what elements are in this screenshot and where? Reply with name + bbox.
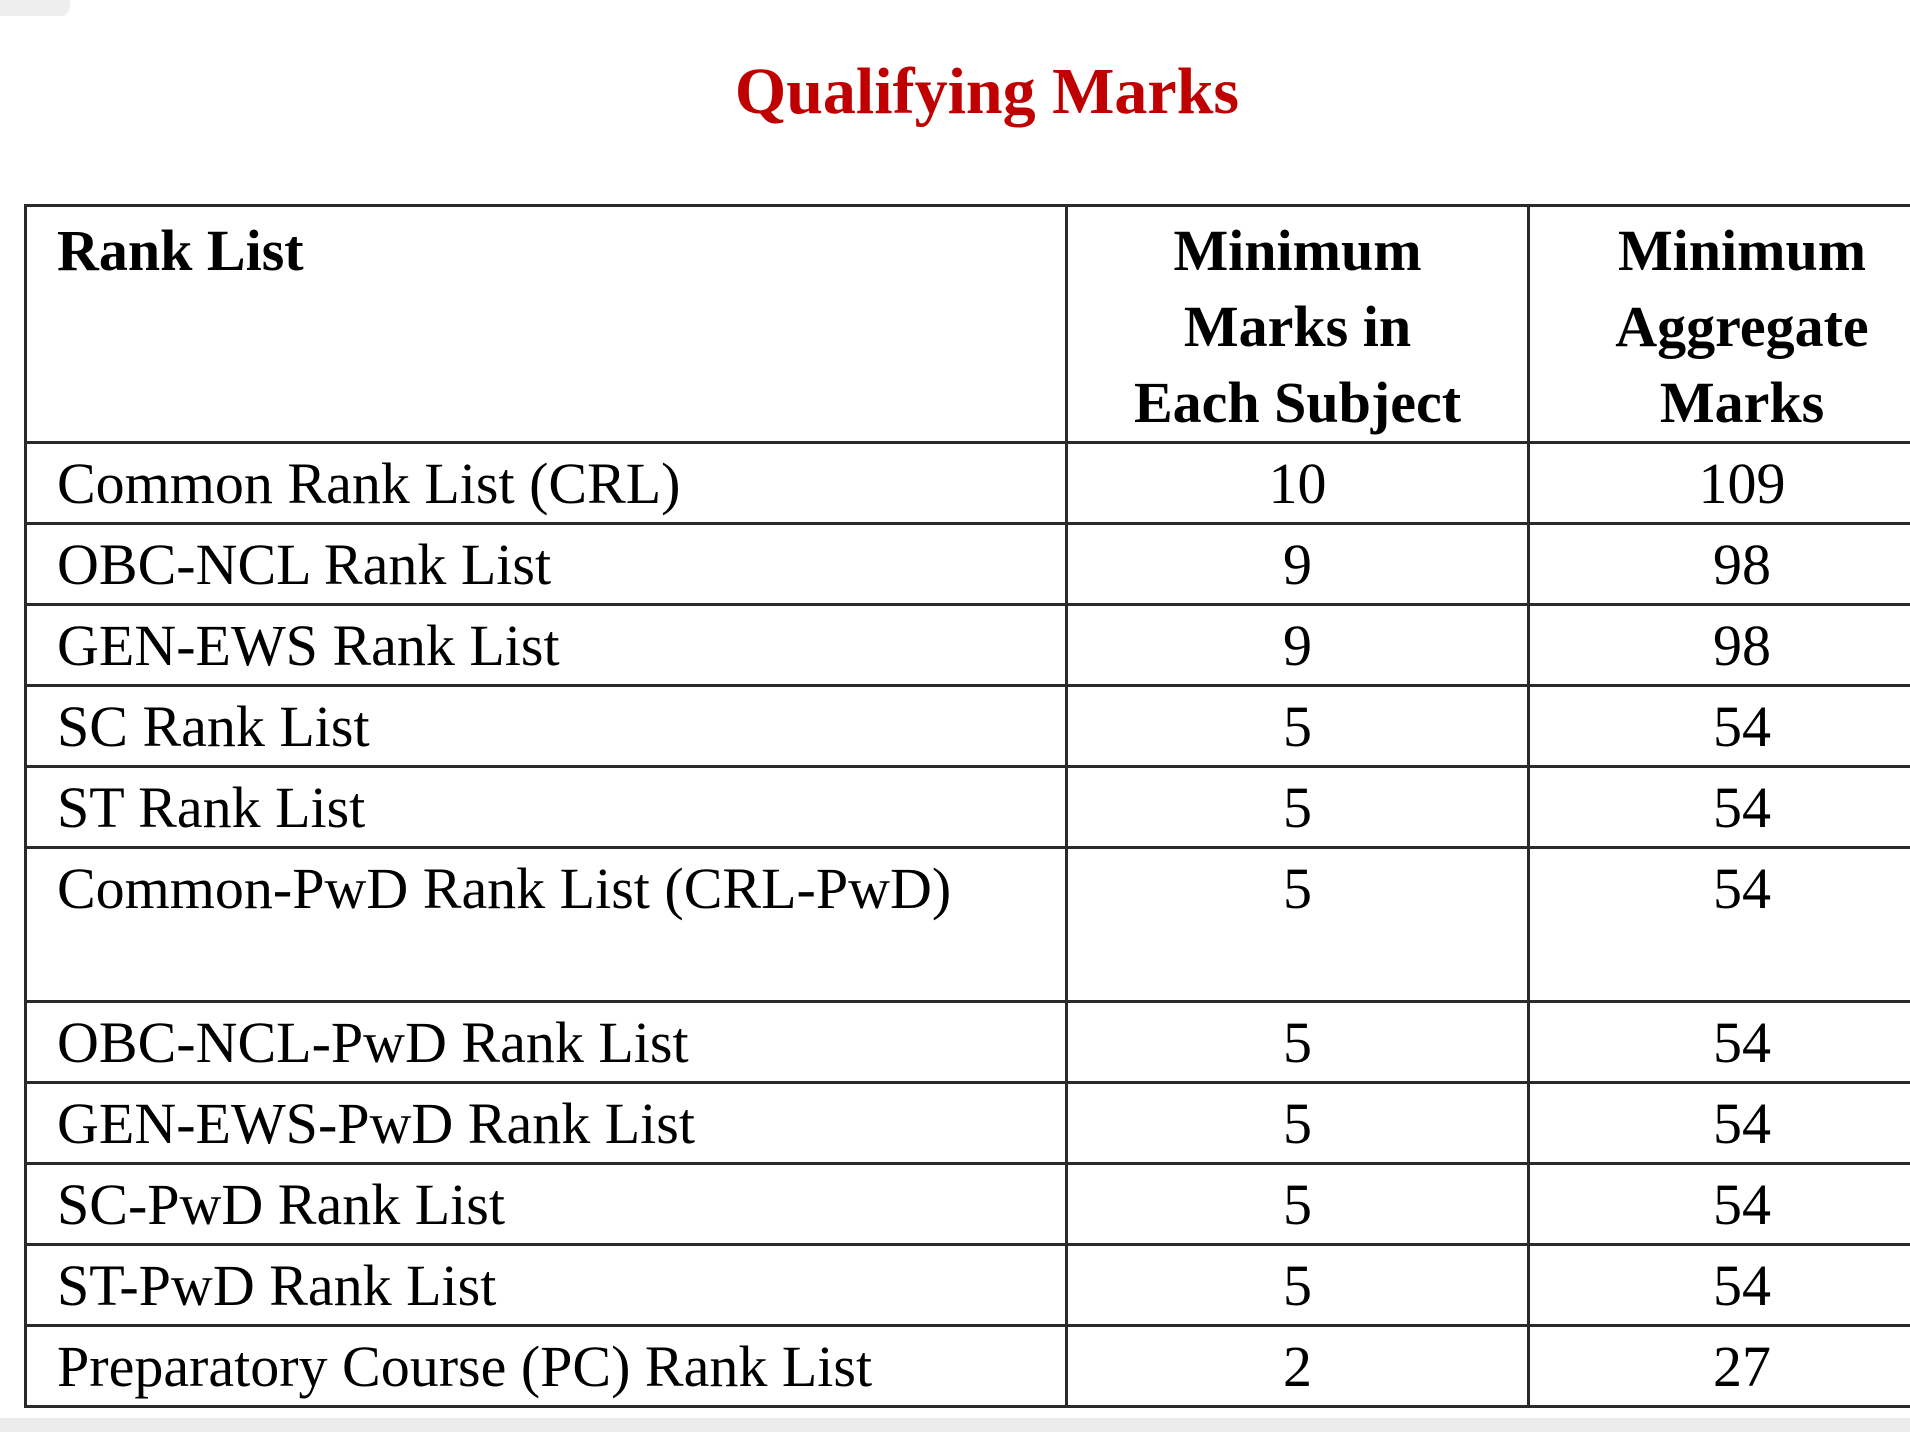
table-row (26, 605, 1910, 686)
cell-min-aggregate: 98 (1529, 524, 1910, 605)
cell-rank-list: ST-PwD Rank List (26, 1245, 1067, 1326)
cell-min-aggregate: 54 (1529, 686, 1910, 767)
cell-rank-list: OBC-NCL-PwD Rank List (26, 1002, 1067, 1083)
cell-min-aggregate: 54 (1529, 767, 1910, 848)
cell-min-aggregate: 54 (1529, 1083, 1910, 1164)
cell-min-each-subject: 5 (1067, 686, 1529, 767)
table-row (26, 767, 1910, 848)
header-min-aggregate (1529, 206, 1910, 443)
cell-min-aggregate: 54 (1529, 1245, 1910, 1326)
table-row (26, 686, 1910, 767)
header-min-aggregate-line: Minimum (1617, 218, 1867, 283)
header-rank-list: Rank List (26, 206, 1067, 443)
table-body (26, 443, 1910, 1407)
cell-min-aggregate: 54 (1529, 1002, 1910, 1083)
header-min-each-subject (1067, 206, 1529, 443)
table-row (26, 1083, 1910, 1164)
cell-rank-list: GEN-EWS-PwD Rank List (26, 1083, 1067, 1164)
cell-min-each-subject: 5 (1067, 1164, 1529, 1245)
header-min-each-subject-line: Minimum (1173, 218, 1422, 283)
cell-min-aggregate: 54 (1529, 1164, 1910, 1245)
cell-min-each-subject: 2 (1067, 1326, 1529, 1407)
cell-rank-list: SC-PwD Rank List (26, 1164, 1067, 1245)
header-row (26, 206, 1910, 443)
corner-tab (0, 0, 70, 16)
cell-min-each-subject: 5 (1067, 1245, 1529, 1326)
cell-rank-list: ST Rank List (26, 767, 1067, 848)
cell-rank-list: SC Rank List (26, 686, 1067, 767)
cell-min-each-subject: 9 (1067, 524, 1529, 605)
table-row (26, 1164, 1910, 1245)
cell-min-each-subject: 5 (1067, 1083, 1529, 1164)
cell-min-aggregate: 98 (1529, 605, 1910, 686)
table-row (26, 443, 1910, 524)
header-min-each-subject-line: Marks in (1183, 294, 1412, 359)
qualifying-marks-table (24, 204, 1910, 1408)
cell-min-each-subject: 5 (1067, 767, 1529, 848)
table-row (26, 1326, 1910, 1407)
cell-rank-list: OBC-NCL Rank List (26, 524, 1067, 605)
cell-rank-list: Preparatory Course (PC) Rank List (26, 1326, 1067, 1407)
table-row (26, 848, 1910, 1002)
header-min-aggregate-line: Aggregate (1615, 294, 1869, 359)
cell-rank-list: Common Rank List (CRL) (26, 443, 1067, 524)
cell-min-each-subject: 10 (1067, 443, 1529, 524)
cell-min-each-subject: 5 (1067, 848, 1529, 1002)
cell-min-aggregate: 27 (1529, 1326, 1910, 1407)
header-min-aggregate-line: Marks (1659, 370, 1825, 435)
page-title: Qualifying Marks (734, 55, 1240, 128)
cell-min-each-subject: 5 (1067, 1002, 1529, 1083)
table-row (26, 524, 1910, 605)
cell-min-each-subject: 9 (1067, 605, 1529, 686)
cell-rank-list: GEN-EWS Rank List (26, 605, 1067, 686)
table-header (26, 206, 1910, 443)
cell-min-aggregate: 109 (1529, 443, 1910, 524)
bottom-band (0, 1418, 1910, 1432)
table-row (26, 1245, 1910, 1326)
cell-min-aggregate: 54 (1529, 848, 1910, 1002)
cell-rank-list: Common-PwD Rank List (CRL-PwD) (26, 848, 1067, 1002)
table-row (26, 1002, 1910, 1083)
header-min-each-subject-line: Each Subject (1133, 370, 1462, 435)
